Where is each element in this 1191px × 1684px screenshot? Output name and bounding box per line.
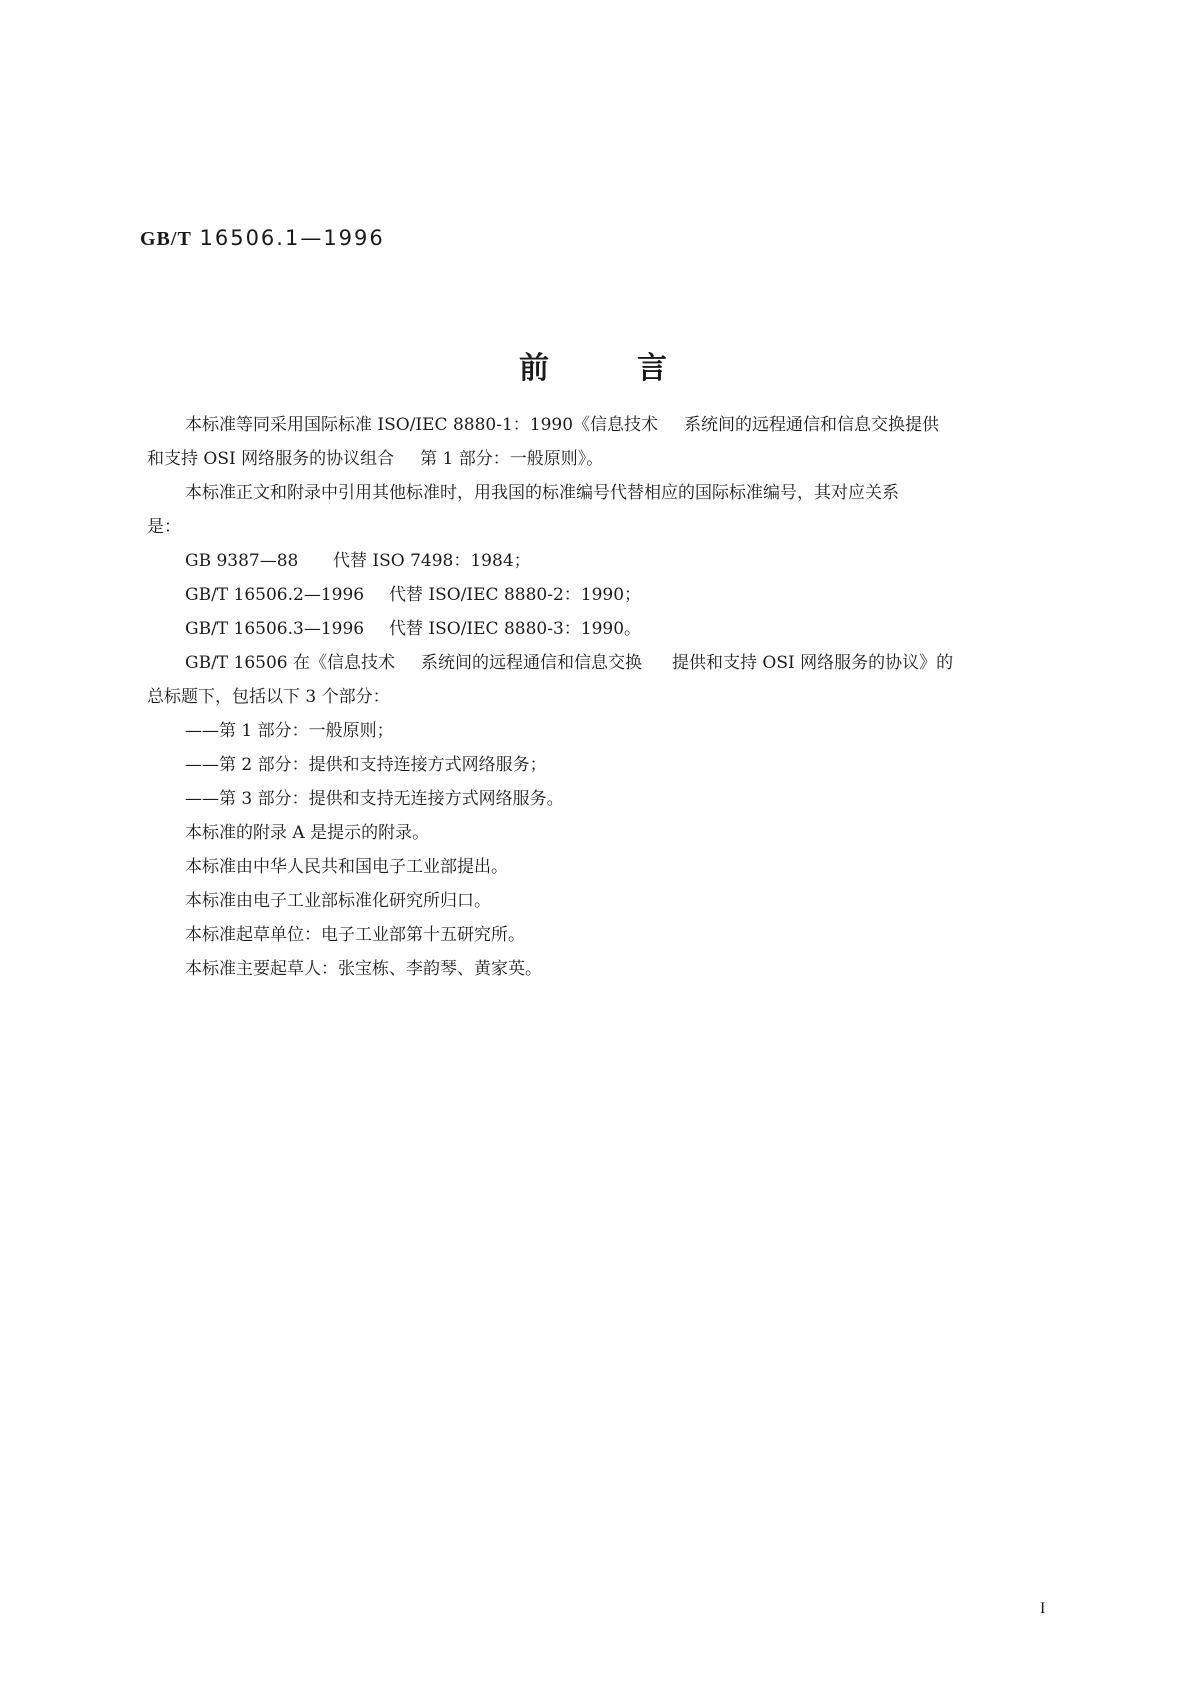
- reference-replace: 代替 ISO/IEC 8880-2：1990；: [389, 585, 642, 605]
- page-number: I: [1040, 1600, 1046, 1617]
- foreword-body: [147, 408, 1067, 986]
- text-segment: 第 1 部分：一般原则》。: [420, 449, 604, 469]
- list-item: ——第 3 部分：提供和支持无连接方式网络服务。: [185, 789, 564, 809]
- reference-code: GB/T 16506.2—1996: [185, 585, 365, 605]
- text-segment: 提供和支持 OSI 网络服务的协议》的: [672, 653, 954, 673]
- statement-line: 本标准由中华人民共和国电子工业部提出。: [185, 857, 508, 877]
- reference-line: [147, 612, 1067, 646]
- reference-code: GB 9387—88: [185, 551, 299, 571]
- statement-line: 本标准由电子工业部标准化研究所归口。: [185, 891, 491, 911]
- statement-line: 本标准起草单位：电子工业部第十五研究所。: [185, 925, 525, 945]
- reference-code: GB/T 16506.3—1996: [185, 619, 365, 639]
- list-item: ——第 1 部分：一般原则；: [185, 721, 394, 741]
- page-title: 前言: [519, 351, 755, 386]
- statement-line: 本标准主要起草人：张宝栋、李韵琴、黄家英。: [185, 959, 542, 979]
- standard-code-prefix: GB/T: [140, 228, 192, 250]
- statement-line: 本标准的附录 A 是提示的附录。: [185, 823, 430, 843]
- reference-line: [147, 578, 1067, 612]
- reference-replace: 代替 ISO/IEC 8880-3：1990。: [389, 619, 642, 639]
- paragraph-line: [147, 442, 1067, 476]
- list-item: ——第 2 部分：提供和支持连接方式网络服务；: [185, 755, 547, 775]
- reference-line: [147, 544, 1067, 578]
- reference-replace: 代替 ISO 7498：1984；: [333, 551, 531, 571]
- text-segment: 系统间的远程通信和信息交换: [421, 653, 643, 673]
- text-segment: GB/T 16506 在《信息技术: [185, 653, 396, 673]
- paragraph-line: 本标准正文和附录中引用其他标准时，用我国的标准编号代替相应的国际标准编号，其对应关系: [185, 483, 899, 503]
- paragraph-line: 是：: [147, 517, 181, 537]
- paragraph-line: 总标题下，包括以下 3 个部分：: [147, 687, 390, 707]
- standard-code-number: 16506.1—1996: [199, 226, 385, 250]
- text-segment: 本标准等同采用国际标准 ISO/IEC 8880-1：1990《信息技术: [185, 415, 659, 435]
- text-segment: 系统间的远程通信和信息交换提供: [684, 415, 940, 435]
- paragraph-line: [147, 646, 1067, 680]
- paragraph-line: [147, 408, 1067, 442]
- text-segment: 和支持 OSI 网络服务的协议组合: [147, 449, 395, 469]
- standard-code-header: [140, 226, 385, 251]
